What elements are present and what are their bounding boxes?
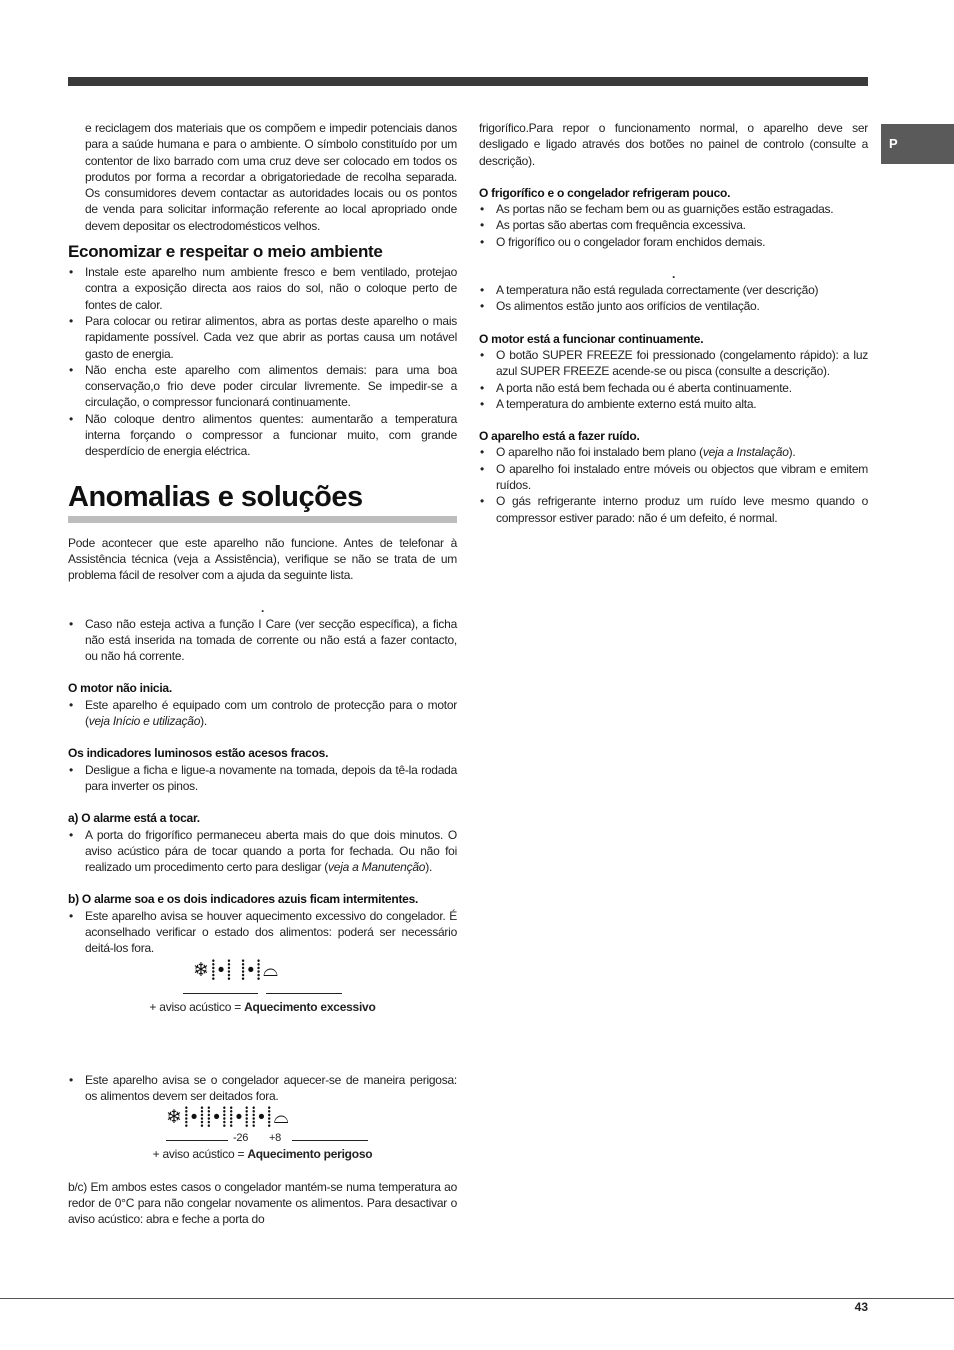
indicator-figure-1 xyxy=(68,959,457,999)
list-item: • Os alimentos estão junto aos orifícios de ventilação. xyxy=(479,298,868,314)
alarm-icon: ⌓ xyxy=(263,959,281,981)
brace xyxy=(266,985,342,994)
indicator-icons xyxy=(193,959,281,981)
list-item: • A temperatura do ambiente externo está muito alta. xyxy=(479,396,868,412)
troubleshooting-intro: Pode acontecer que este aparelho não funcione. Antes de telefonar à Assistência técnica (veja a Assistência), verifique se não se trata de um problema fácil de resolver com a ajuda da seguinte lista. xyxy=(68,535,457,583)
figure-1-caption xyxy=(68,999,457,1015)
left-column xyxy=(68,120,457,1228)
motor-heading: O motor não inicia. xyxy=(68,681,172,696)
indicators-list xyxy=(68,762,457,795)
language-tab xyxy=(881,124,954,164)
text: O aparelho não foi instalado bem plano ( xyxy=(496,445,703,460)
eco-heading: Economizar e respeitar o meio ambiente xyxy=(68,242,383,262)
language-tab-label: P xyxy=(889,136,898,151)
blinking-led-icon: ⸽•⸽ xyxy=(206,1107,229,1129)
list-item: • Não coloque dentro alimentos quentes: aumentarão a temperatura interna forçando o compressor a funcionar muito, com grande desperdício de energia eléctrica. xyxy=(68,411,457,460)
temperature-label: +8 xyxy=(269,1132,282,1145)
list-item xyxy=(68,697,457,730)
indicator-icons xyxy=(166,1107,291,1129)
continuous-heading: O motor está a funcionar continuamente. xyxy=(479,331,704,346)
top-rule xyxy=(68,77,868,86)
brace xyxy=(166,1132,228,1141)
blinking-led-icon: ⸽•⸽ xyxy=(240,959,264,981)
continuation-paragraph: frigorífico.Para repor o funcionamento normal, o aparelho deve ser desligado e ligado através dos botões no painel de controlo (consulte a descrição). xyxy=(479,121,868,168)
list-item xyxy=(479,444,868,460)
blinking-led-icon: ⸽•⸽ xyxy=(210,959,234,981)
temperature-label: -26 xyxy=(233,1132,249,1145)
alarm-icon: ⌓ xyxy=(273,1107,291,1129)
list-item: • O botão SUPER FREEZE foi pressionado (congelamento rápido): a luz azul SUPER FREEZE acende-se ou pisca (consulte a descrição). xyxy=(479,347,868,380)
caption-bold: Aquecimento perigoso xyxy=(247,1147,373,1162)
dangerous-list xyxy=(68,1072,457,1105)
list-item: • Este aparelho avisa se houver aquecimento excessivo do congelador. É aconselhado verificar o estado dos alimentos: poderá ser necessário deitá-los fora. xyxy=(68,908,457,957)
eco-list xyxy=(68,264,457,460)
alarm-a-heading: a) O alarme está a tocar. xyxy=(68,811,200,826)
list-item: • As portas são abertas com frequência excessiva. xyxy=(479,217,868,233)
list-item: • As portas não se fecham bem ou as guarnições estão estragadas. xyxy=(479,201,868,217)
cooling-heading: O frigorífico e o congelador refrigeram pouco. xyxy=(479,185,731,200)
bottom-rule xyxy=(0,1298,954,1299)
alarm-b-heading: b) O alarme soa e os dois indicadores azuis ficam intermitentes. xyxy=(68,892,419,907)
motor-list xyxy=(68,697,457,730)
caption-text: + aviso acústico = xyxy=(149,999,241,1014)
both-cases-paragraph: b/c) Em ambos estes casos o congelador mantém-se numa temperatura ao redor de 0°C para não congelar novamente os alimentos. Para desactivar o aviso acústico: abra e feche a porta do xyxy=(68,1179,457,1227)
cooling-list xyxy=(479,201,868,250)
right-column xyxy=(479,120,868,526)
section-title: Anomalias e soluções xyxy=(68,480,457,523)
reference: veja a Manutenção xyxy=(328,860,426,875)
list-item: • A porta não está bem fechada ou é aberta continuamente. xyxy=(479,380,868,396)
text: ). xyxy=(200,714,207,729)
list-item: • O aparelho foi instalado entre móveis ou objectos que vibram e emitem ruídos. xyxy=(479,461,868,494)
list-item: • Desligue a ficha e ligue-a novamente na tomada, depois da tê-la rodada para inverter os pinos. xyxy=(68,762,457,795)
list-item: • Este aparelho avisa se o congelador aquecer-se de maneira perigosa: os alimentos devem ser deitados fora. xyxy=(68,1072,457,1105)
blinking-led-icon: ⸽•⸽ xyxy=(228,1107,252,1129)
blinking-led-icon: ⸽•⸽ xyxy=(183,1107,207,1129)
alarm-b-list xyxy=(68,908,457,957)
page-number: 43 xyxy=(854,1300,868,1314)
list-item: • Caso não esteja activa a função I Care (ver secção específica), a ficha não está inserida na tomada de corrente ou não está a fazer contacto, ou não há corrente. xyxy=(68,616,457,665)
indicator-figure-2 xyxy=(68,1107,457,1146)
snowflake-icon: ❄ xyxy=(193,959,211,981)
text: ). xyxy=(788,445,796,460)
list-item: • Não encha este aparelho com alimentos demais: para uma boa conservação,o frio deve poder circular livremente. Se impedir-se a circulação, o compressor funcionará continuamente. xyxy=(68,362,457,411)
figure-2-caption xyxy=(68,1146,457,1162)
list-item: • Para colocar ou retirar alimentos, abra as portas deste aparelho o mais rapidamente possível. Cada vez que abrir as portas causa um notável gasto de energia. xyxy=(68,313,457,362)
text: ). xyxy=(425,860,433,875)
list-item: • A temperatura não está regulada correctamente (ver descrição) xyxy=(479,282,868,298)
indicators-heading: Os indicadores luminosos estão acesos fracos. xyxy=(68,746,329,761)
list-item: • O gás refrigerante interno produz um ruído leve mesmo quando o compressor estiver parado: não é um defeito, é normal. xyxy=(479,493,868,526)
list-item: • O frigorífico ou o congelador foram enchidos demais. xyxy=(479,234,868,250)
continuous-list xyxy=(479,347,868,412)
list-item: • Instale este aparelho num ambiente fresco e bem ventilado, protejao contra a exposição directa aos raios do sol, não o coloque perto de fontes de calor. xyxy=(68,264,457,313)
caption-text: + aviso acústico = xyxy=(152,1147,245,1162)
brace xyxy=(292,1132,368,1141)
text: Este aparelho é equipado com um controlo de protecção para o motor ( xyxy=(85,697,457,729)
recycling-paragraph: e reciclagem dos materiais que os compõem e impedir potenciais danos para a saúde humana e para o ambiente. O símbolo constituído por um contentor de lixo barrado com uma cruz deve ser colocado em todos os produtos por forma a recordar a obrigatoriedade de recolha separada. Os consumidores devem contactar as autoridades locais ou os pontos de venda para solicitar informação referente ao local apropriado onde devem depositar os electrodomésticos velhos. xyxy=(85,121,457,233)
power-list xyxy=(68,616,457,665)
list-item xyxy=(68,827,457,876)
noise-list xyxy=(479,444,868,525)
blinking-led-icon: ⸽•⸽ xyxy=(251,1107,274,1129)
reference: veja a Instalação xyxy=(702,445,789,460)
brace xyxy=(183,985,258,994)
alarm-a-list xyxy=(68,827,457,876)
noise-heading: O aparelho está a fazer ruído. xyxy=(479,429,640,444)
section-heading-dot: . xyxy=(260,600,265,615)
caption-bold: Aquecimento excessivo xyxy=(244,999,376,1014)
reference: veja Início e utilização xyxy=(88,714,201,729)
section-heading-dot: . xyxy=(671,267,676,282)
temperature-list xyxy=(479,282,868,315)
snowflake-icon: ❄ xyxy=(166,1107,184,1129)
text: A porta do frigorífico permaneceu aberta mais do que dois minutos. O aviso acústico pára de tocar quando a porta for fechada. Ou não foi realizado um procedimento certo para desligar ( xyxy=(85,827,457,875)
